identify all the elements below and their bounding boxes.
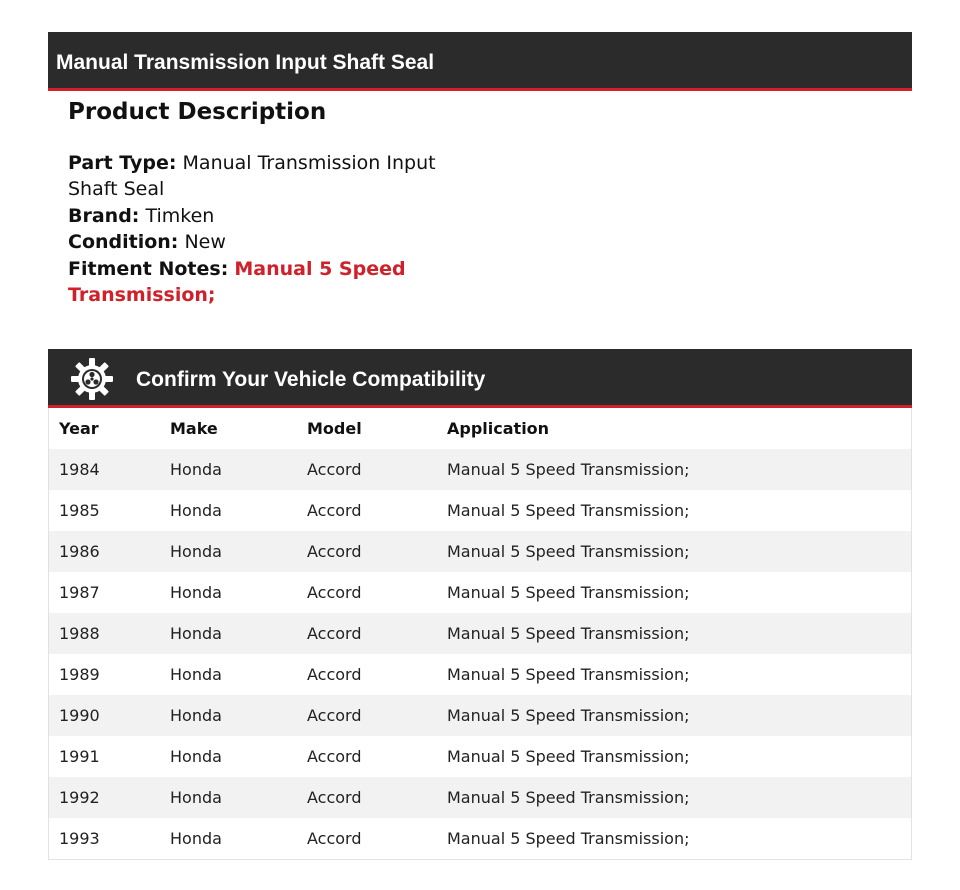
- cell-application: Manual 5 Speed Transmission;: [447, 542, 690, 561]
- spec-fitment-notes: [68, 256, 488, 309]
- table-row: [49, 777, 911, 818]
- cell-make: Honda: [170, 583, 222, 602]
- cell-application: Manual 5 Speed Transmission;: [447, 501, 690, 520]
- cell-application: Manual 5 Speed Transmission;: [447, 788, 690, 807]
- column-header-application: Application: [447, 419, 550, 438]
- cell-year: 1986: [59, 542, 100, 561]
- cell-model: Accord: [307, 542, 362, 561]
- table-row: [49, 490, 911, 531]
- cell-application: Manual 5 Speed Transmission;: [447, 624, 690, 643]
- spec-label: Brand:: [68, 204, 140, 227]
- cell-model: Accord: [307, 665, 362, 684]
- spec-label: Condition:: [68, 231, 179, 254]
- spec-label: Part Type:: [68, 152, 177, 174]
- cell-make: Honda: [170, 829, 222, 848]
- cell-application: Manual 5 Speed Transmission;: [447, 583, 690, 602]
- table-header-row: [49, 408, 911, 449]
- cell-model: Accord: [307, 747, 362, 766]
- table-row: [49, 736, 911, 777]
- spec-condition: [68, 229, 488, 255]
- column-header-make: Make: [170, 419, 218, 438]
- cell-model: Accord: [307, 501, 362, 520]
- table-row: [49, 818, 911, 859]
- spec-label: Fitment Notes:: [68, 257, 229, 280]
- compatibility-title: Confirm Your Vehicle Compatibility: [136, 368, 486, 391]
- table-row: [49, 531, 911, 572]
- compatibility-table: [48, 408, 912, 860]
- cell-model: Accord: [307, 829, 362, 848]
- cell-year: 1989: [59, 665, 100, 684]
- spec-part-type: [68, 150, 488, 203]
- cell-application: Manual 5 Speed Transmission;: [447, 665, 690, 684]
- cell-year: 1988: [59, 624, 100, 643]
- spec-value: Timken: [145, 204, 215, 227]
- cell-application: Manual 5 Speed Transmission;: [447, 829, 690, 848]
- cell-make: Honda: [170, 665, 222, 684]
- cell-make: Honda: [170, 706, 222, 725]
- spec-value: Manual Transmission Input Shaft Seal: [68, 152, 436, 201]
- product-title-bar: [48, 32, 912, 91]
- cell-year: 1987: [59, 583, 100, 602]
- cell-application: Manual 5 Speed Transmission;: [447, 747, 690, 766]
- cell-application: Manual 5 Speed Transmission;: [447, 460, 690, 479]
- column-header-year: Year: [59, 419, 99, 438]
- cell-model: Accord: [307, 460, 362, 479]
- cell-application: Manual 5 Speed Transmission;: [447, 706, 690, 725]
- cell-make: Honda: [170, 542, 222, 561]
- cell-make: Honda: [170, 747, 222, 766]
- cell-make: Honda: [170, 501, 222, 520]
- cell-model: Accord: [307, 583, 362, 602]
- product-title: Manual Transmission Input Shaft Seal: [56, 51, 435, 74]
- table-row: [49, 695, 911, 736]
- cell-year: 1990: [59, 706, 100, 725]
- spec-brand: [68, 203, 488, 229]
- table-row: [49, 654, 911, 695]
- table-row: [49, 572, 911, 613]
- cell-model: Accord: [307, 788, 362, 807]
- table-row: [49, 449, 911, 490]
- cell-year: 1992: [59, 788, 100, 807]
- spec-list: [68, 150, 488, 308]
- cell-model: Accord: [307, 706, 362, 725]
- compatibility-bar: [48, 349, 912, 408]
- product-description: [68, 96, 488, 308]
- cell-model: Accord: [307, 624, 362, 643]
- description-heading: Product Description: [68, 99, 327, 125]
- table-row: [49, 613, 911, 654]
- cell-make: Honda: [170, 788, 222, 807]
- cell-make: Honda: [170, 624, 222, 643]
- gear-icon: [70, 357, 114, 401]
- cell-year: 1991: [59, 747, 100, 766]
- fitment-value: Manual 5 Speed Transmission;: [68, 257, 406, 307]
- column-header-model: Model: [307, 419, 362, 438]
- cell-make: Honda: [170, 460, 222, 479]
- cell-year: 1985: [59, 501, 100, 520]
- cell-year: 1993: [59, 829, 100, 848]
- cell-year: 1984: [59, 460, 100, 479]
- spec-value: New: [184, 231, 226, 254]
